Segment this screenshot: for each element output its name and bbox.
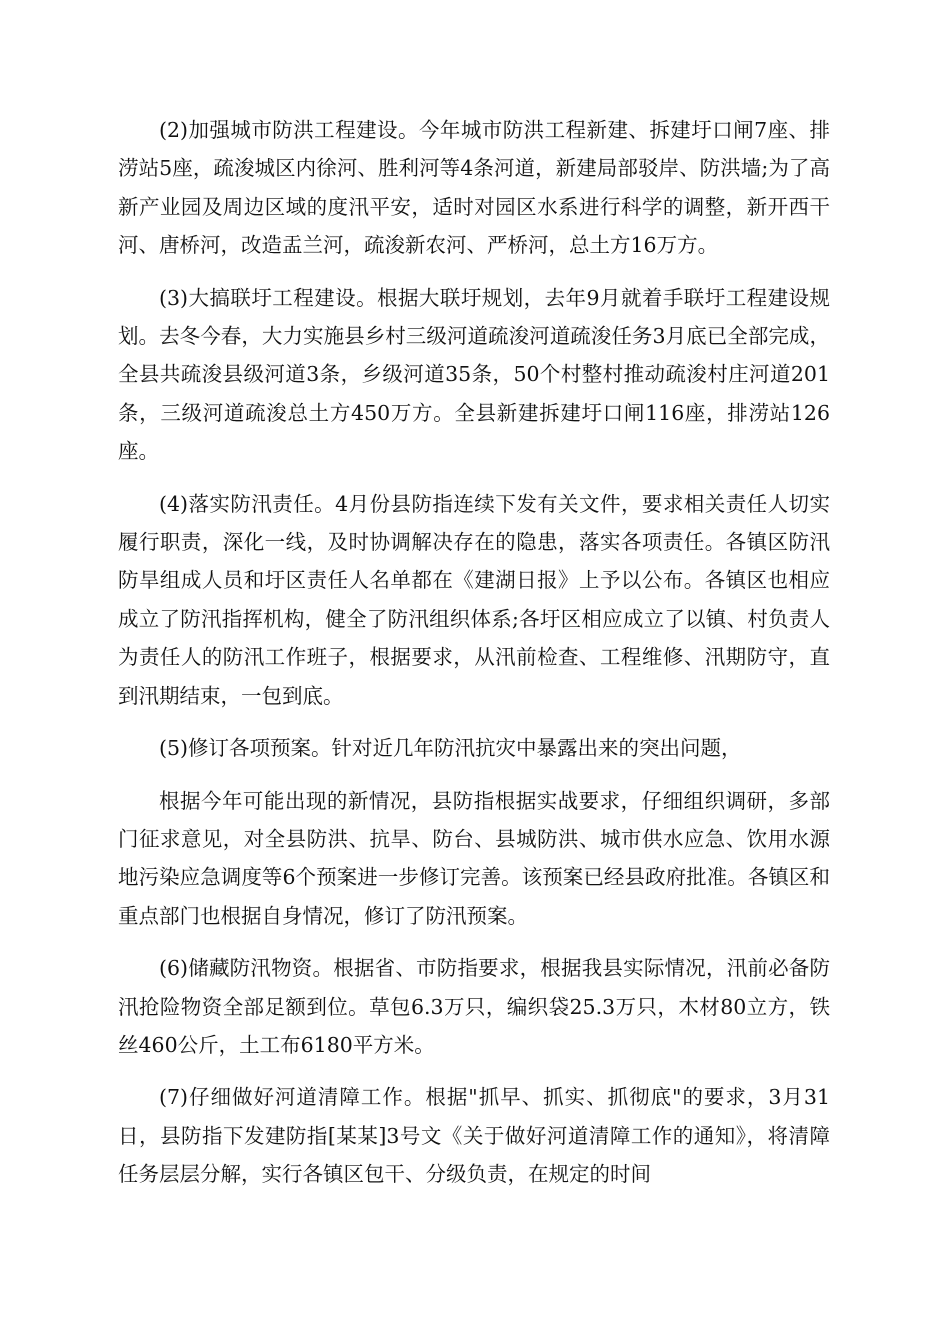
paragraph-3-polder-construction: (3)大搞联圩工程建设。根据大联圩规划，去年9月就着手联圩工程建设规划。去冬今春，大力实施县乡村三级河道疏浚河道疏浚任务3月底已全部完成，全县共疏浚县级河道3条，乡级河道35条，50个村整村推动疏浚村庄河道201条，三级河道疏浚总土方450万方。全县新建拆建圩口闸116座，排涝站126座。	[118, 285, 830, 464]
paragraph-7-river-clearance: (7)仔细做好河道清障工作。根据"抓早、抓实、抓彻底"的要求，3月31日，县防指下发建防指[某某]3号文《关于做好河道清障工作的通知》，将清障任务层层分解，实行各镇区包干、分级负责，在规定的时间	[118, 1085, 830, 1187]
paragraph-5-continued: 根据今年可能出现的新情况，县防指根据实战要求，仔细组织调研，多部门征求意见，对全县防洪、抗旱、防台、县城防洪、城市供水应急、饮用水源地污染应急调度等6个预案进一步修订完善。该预案已经县政府批准。各镇区和重点部门也根据自身情况，修订了防汛预案。	[118, 788, 830, 928]
paragraph-6-flood-materials: (6)储藏防汛物资。根据省、市防指要求，根据我县实际情况，汛前必备防汛抢险物资全部足额到位。草包6.3万只，编织袋25.3万只，木材80立方，铁丝460公斤，土工布6180平方米。	[118, 956, 830, 1057]
paragraph-4-flood-responsibility: (4)落实防汛责任。4月份县防指连续下发有关文件，要求相关责任人切实履行职责，深化一线，及时协调解决存在的隐患，落实各项责任。各镇区防汛防旱组成人员和圩区责任人名单都在《建湖日报》上予以公布。各镇区也相应成立了防汛指挥机构，健全了防汛组织体系;各圩区相应成立了以镇、村负责人为责任人的防汛工作班子，根据要求，从汛前检查、工程维修、汛期防守，直到汛期结束，一包到底。	[118, 491, 830, 708]
paragraph-2-flood-control-construction: (2)加强城市防洪工程建设。今年城市防洪工程新建、拆建圩口闸7座、排涝站5座，疏浚城区内徐河、胜利河等4条河道，新建局部驳岸、防洪墙;为了高新产业园及周边区域的度汛平安，适时对园区水系进行科学的调整，新开西干河、唐桥河，改造盂兰河，疏浚新农河、严桥河，总土方16万方。	[118, 118, 830, 258]
paragraph-5-revise-plans: (5)修订各项预案。针对近几年防汛抗灾中暴露出来的突出问题，	[159, 736, 742, 761]
document-body	[118, 111, 830, 1208]
